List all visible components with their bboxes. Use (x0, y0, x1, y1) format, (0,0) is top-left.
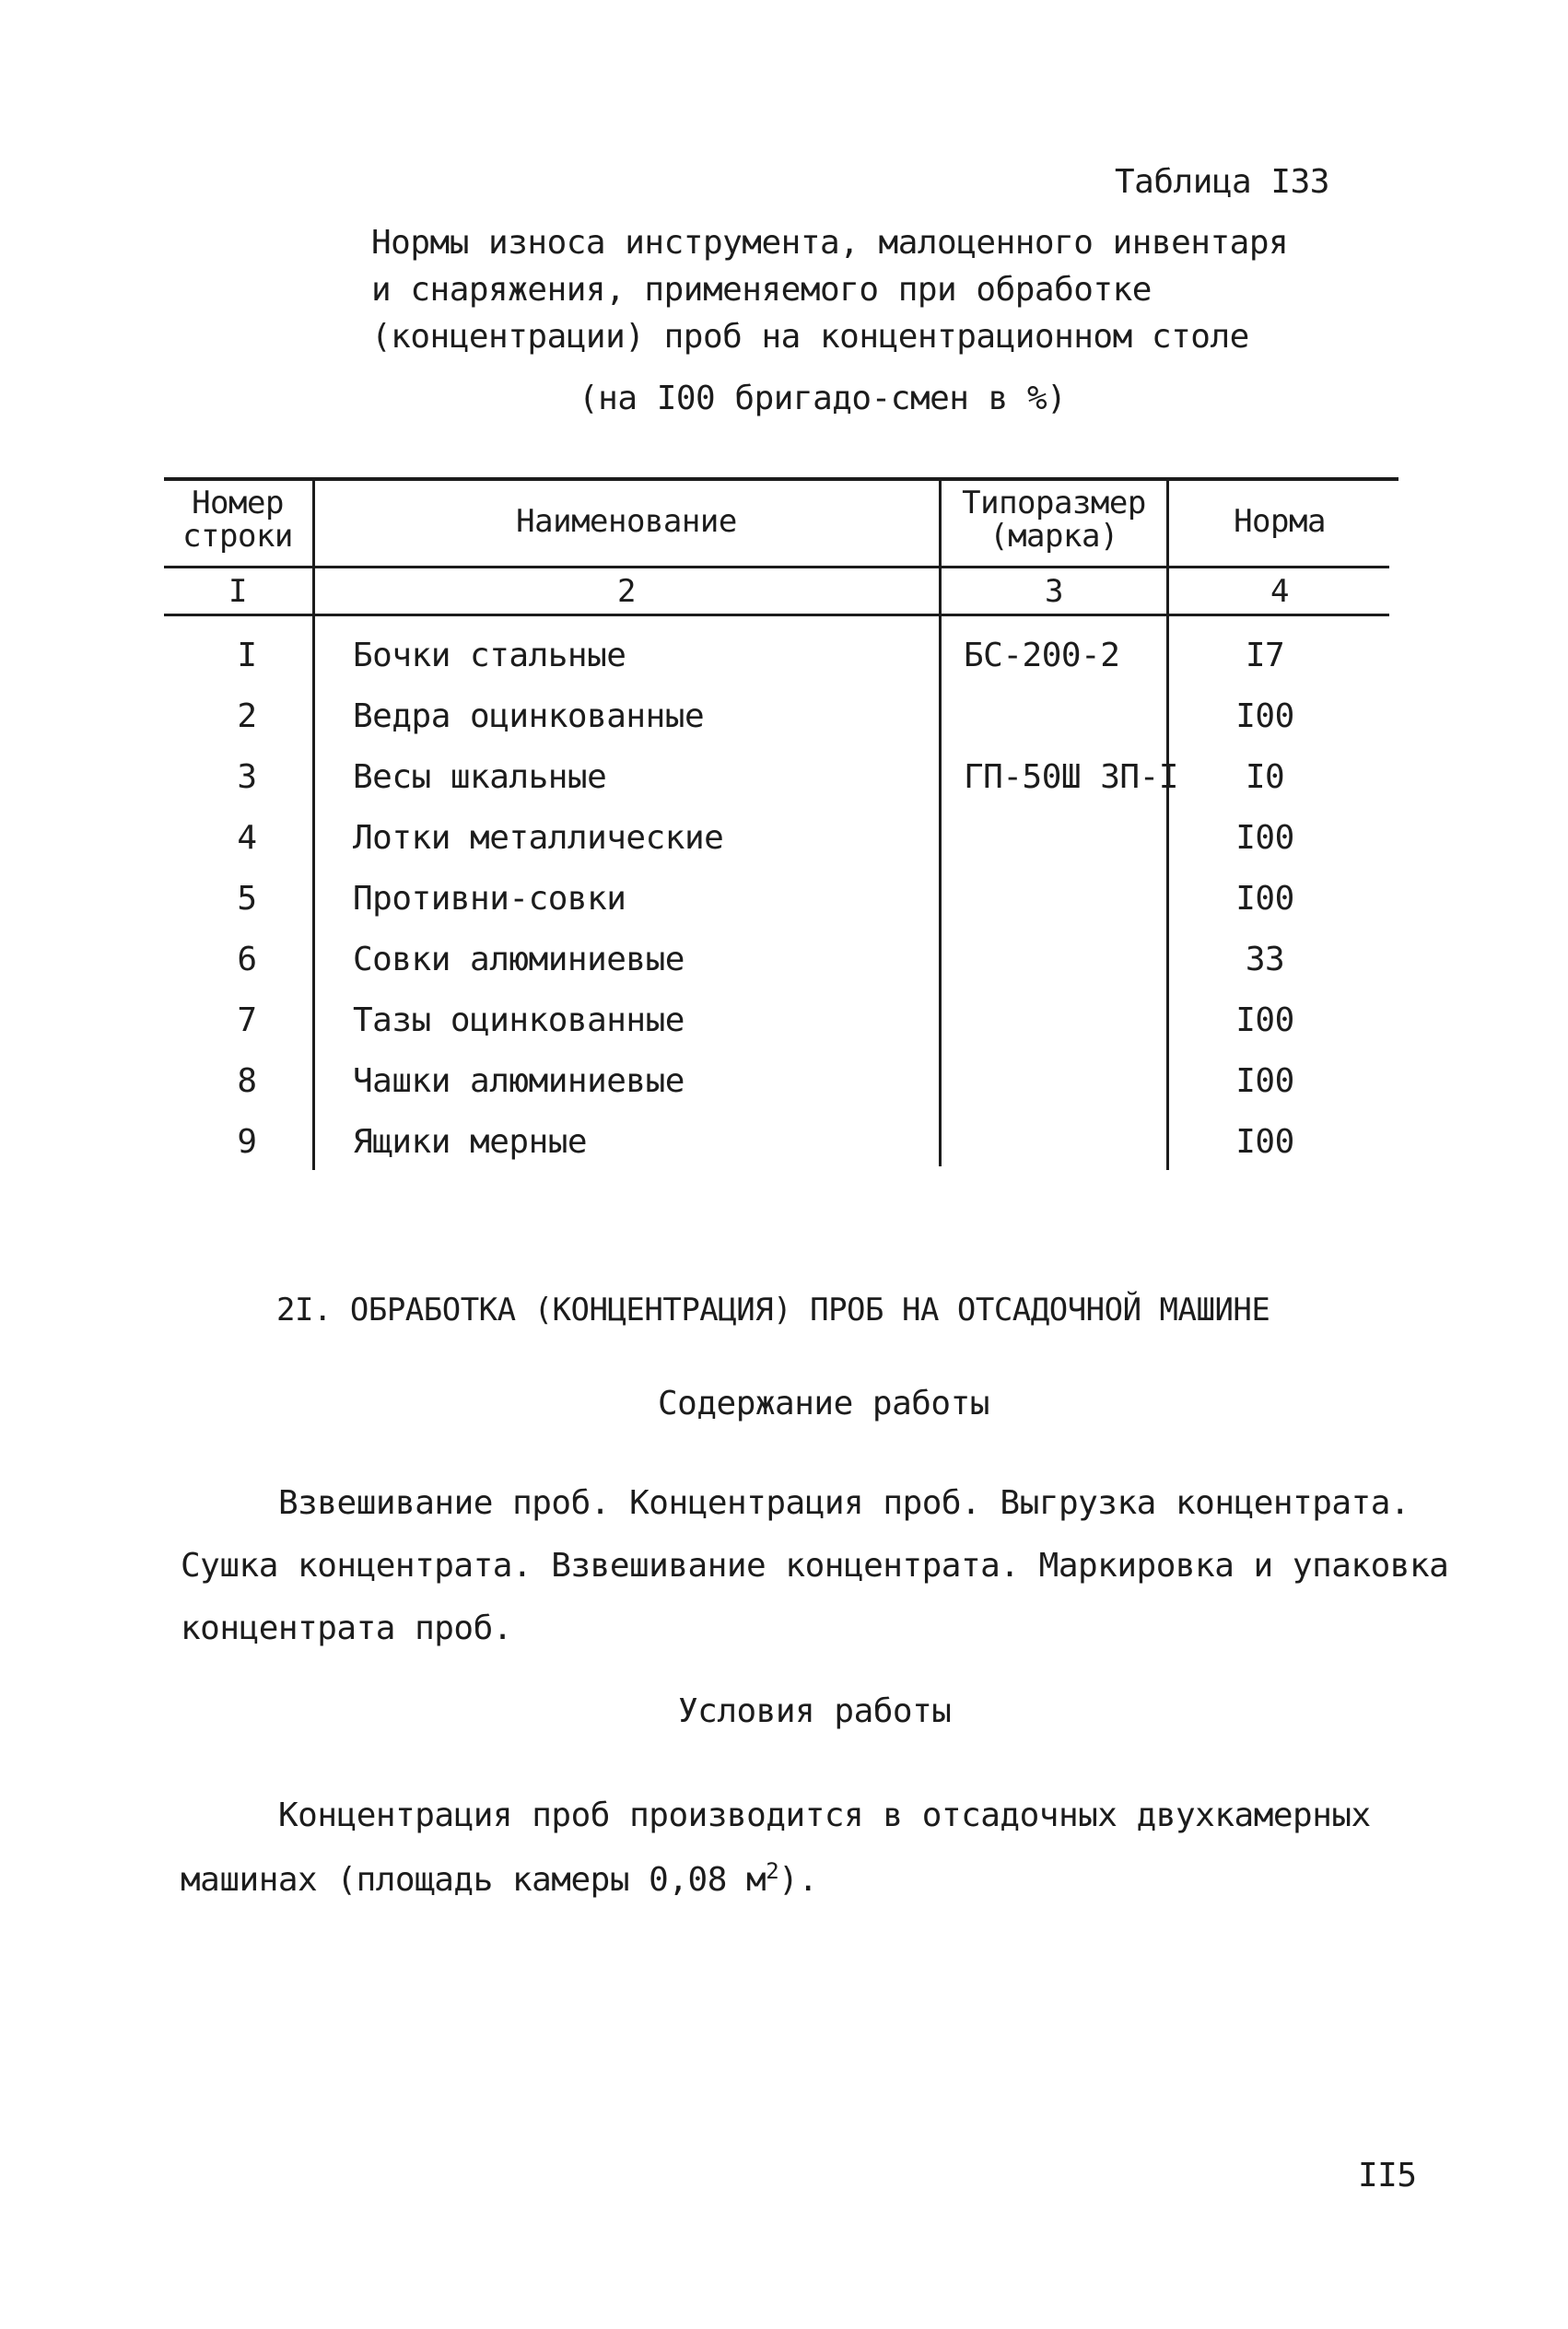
column-number: 2 (617, 573, 636, 610)
item-norm: 33 (1245, 941, 1285, 978)
item-name: Ящики мерные (353, 1123, 588, 1161)
table-row (164, 818, 1389, 859)
table-row (164, 1001, 1389, 1041)
item-name: Тазы оцинкованные (353, 1001, 685, 1039)
header-bottom-rule (164, 566, 1389, 568)
paragraph-line (181, 1848, 1371, 1913)
header-row-number-line2: строки (182, 518, 293, 555)
item-name: Ведра оцинкованные (353, 697, 705, 735)
row-number: 7 (237, 1001, 257, 1039)
item-name: Чашки алюминиевые (353, 1062, 685, 1100)
item-name: Лотки металлические (353, 819, 724, 857)
column-number: 3 (1045, 573, 1063, 610)
item-norm: I00 (1235, 1123, 1294, 1161)
work-conditions-paragraph (181, 1784, 1371, 1913)
paragraph-line: Взвешивание проб. Концентрация проб. Выгрузка концентрата. (278, 1484, 1410, 1522)
item-norm: I00 (1235, 1001, 1294, 1039)
unit-line: (на I00 бригадо-смен в %) (579, 380, 1067, 417)
title-line: Нормы износа инструмента, малоценного инвентаря (371, 224, 1289, 262)
item-norm: I00 (1235, 880, 1294, 918)
table-row (164, 696, 1389, 737)
table-row (164, 636, 1389, 676)
section-title: 2I. ОБРАБОТКА (КОНЦЕНТРАЦИЯ) ПРОБ НА ОТСАДОЧНОЙ МАШИНЕ (276, 1292, 1270, 1328)
header-type-line2: (марка) (989, 518, 1118, 555)
title-line: (концентрации) проб на концентрационном столе (371, 318, 1249, 356)
paragraph-text: машинах (площадь камеры 0,08 м (181, 1861, 766, 1899)
paragraph-text: ). (778, 1861, 818, 1899)
row-number: 3 (237, 758, 257, 796)
column-number-rule (164, 614, 1389, 616)
work-content-heading: Содержание работы (658, 1385, 989, 1422)
row-number: 2 (237, 697, 257, 735)
item-norm: I00 (1235, 1062, 1294, 1100)
column-number: I (228, 573, 247, 610)
page-number: II5 (1358, 2157, 1417, 2194)
table-row (164, 1061, 1389, 1102)
item-type: БС-200-2 (964, 637, 1120, 674)
title-line: и снаряжения, применяемого при обработке (371, 271, 1152, 309)
work-conditions-heading: Условия работы (678, 1692, 952, 1730)
item-type: ГП-50Ш ЗП-I (964, 758, 1178, 796)
table-caption: Таблица I33 (1115, 163, 1329, 201)
table-row (164, 879, 1389, 919)
row-number: 6 (237, 941, 257, 978)
header-row-number-line1: Номер (192, 485, 284, 521)
paragraph-line: Сушка концентрата. Взвешивание концентрата. Маркировка и упаковка (181, 1547, 1449, 1585)
item-name: Противни-совки (353, 880, 626, 918)
row-number: 4 (237, 819, 257, 857)
header-type (942, 486, 1166, 553)
item-norm: I7 (1245, 637, 1285, 674)
table-title (371, 219, 1288, 360)
row-number: 9 (237, 1123, 257, 1161)
item-name: Бочки стальные (353, 637, 626, 674)
header-norm: Норма (1234, 503, 1326, 540)
table-row (164, 940, 1389, 980)
row-number: 8 (237, 1062, 257, 1100)
table-top-rule (164, 477, 1398, 481)
header-row-number (164, 486, 311, 553)
header-name: Наименование (516, 503, 737, 540)
work-content-paragraph (181, 1472, 1449, 1660)
item-norm: I0 (1245, 758, 1285, 796)
item-name: Весы шкальные (353, 758, 607, 796)
norms-table (164, 477, 1398, 1187)
column-number: 4 (1270, 573, 1289, 610)
paragraph-line: Концентрация проб производится в отсадочных двухкамерных (278, 1796, 1371, 1834)
superscript: 2 (766, 1858, 779, 1884)
item-norm: I00 (1235, 819, 1294, 857)
header-type-line1: Типоразмер (962, 485, 1146, 521)
paragraph-line: концентрата проб. (181, 1609, 512, 1647)
row-number: I (237, 637, 257, 674)
item-name: Совки алюминиевые (353, 941, 685, 978)
table-row (164, 757, 1389, 798)
row-number: 5 (237, 880, 257, 918)
table-row (164, 1122, 1389, 1163)
item-norm: I00 (1235, 697, 1294, 735)
